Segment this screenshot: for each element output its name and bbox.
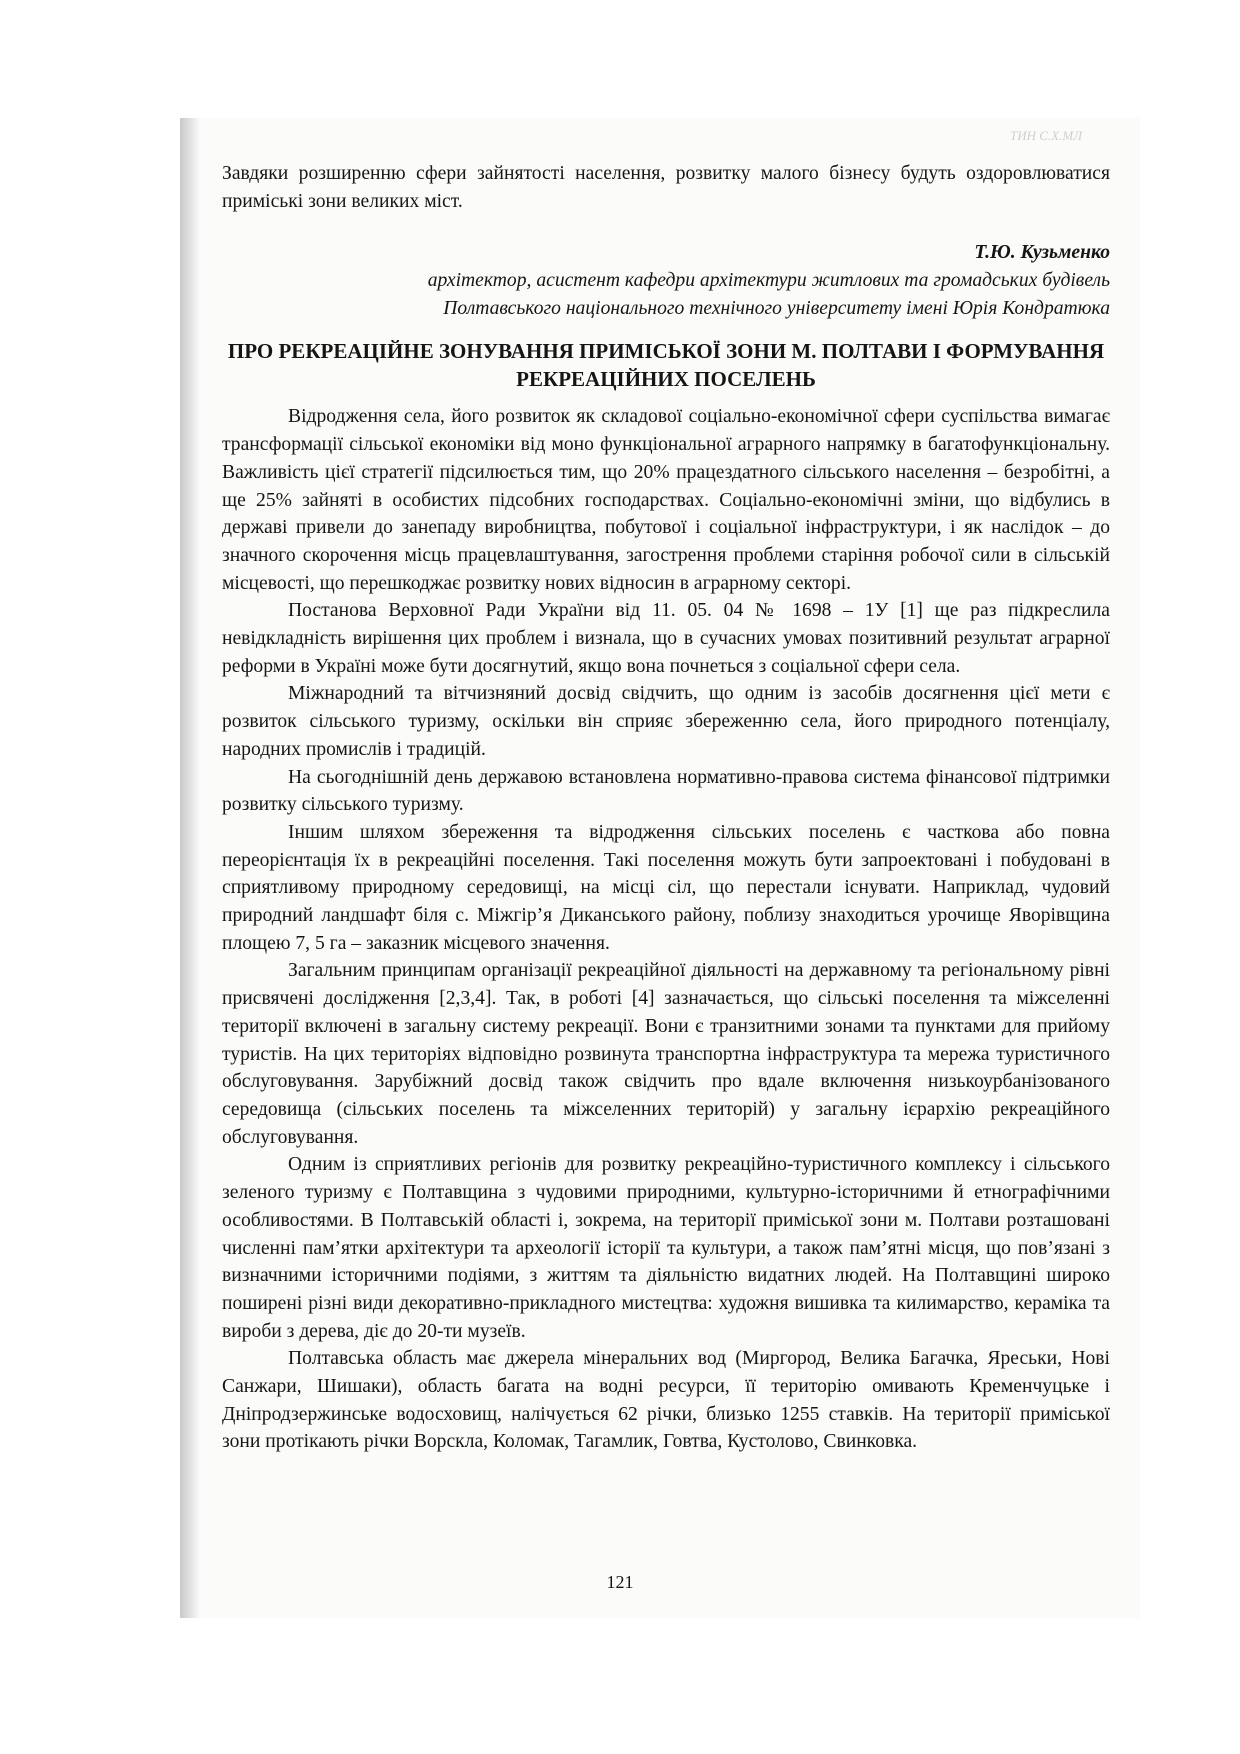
page-number: 121 bbox=[606, 1572, 634, 1592]
intro-paragraph: Завдяки розширенню сфери зайнятості населення, розвитку малого бізнесу будуть оздоровлюватися приміські зони великих міст. bbox=[222, 163, 1110, 212]
author-university: Полтавського національного технічного університету імені Юрія Кондратюка bbox=[443, 298, 1110, 320]
body-paragraph: На сьогоднішній день державою встановлена нормативно-правова система фінансової підтримки розвитку сільського туризму. bbox=[222, 766, 1110, 816]
body-paragraph: Загальним принципам організації рекреаційної діяльності на державному та регіональному рівні присвячені дослідження [2,3,4]. Так, в роботі [4] зазначається, що сільські поселення та міжселенні території включені в загальну систему рекреації. Вони є транзитними зонами та пунктами для прийому туристів. На цих територіях відповідно розвинута транспортна інфраструктура та мережа туристичного обслуговування. Зарубіжний досвід також свідчить про вдале включення низькоурбанізованого середовища (сільських поселень та міжселенних територій) у загальну ієрархію рекреаційного обслуговування. bbox=[222, 960, 1110, 1148]
body-paragraph: Одним із сприятливих регіонів для розвитку рекреаційно-туристичного комплексу і сільського зеленого туризму є Полтавщина з чудовими природними, культурно-історичними й етнографічними особливостями. В Полтавській області і, зокрема, на території приміської зони м. Полтави розташовані численні пам’ятки архітектури та археології історії та культури, а також пам’ятні місця, що пов’язані з визначними історичними подіями, з життям та діяльністю видатних людей. На Полтавщині широко поширені різні види декоративно-прикладного мистецтва: художня вишивка та килимарство, кераміка та вироби з дерева, діє до 20-ти музеїв. bbox=[222, 1154, 1110, 1342]
author-block bbox=[222, 239, 1110, 323]
author-name: Т.Ю. Кузьменко bbox=[974, 242, 1110, 264]
author-position: архітектор, асистент кафедри архітектури житлових та громадських будівель bbox=[427, 270, 1110, 292]
body-paragraph: Відродження села, його розвиток як складової соціально-економічної сфери суспільства вимагає трансформації сільської економіки від моно функціональної аграрного напрямку в багатофункціональну. Важливість цієї стратегії підсилюється тим, що 20% працездатного сільського населення – безробітні, а ще 25% зайняті в особистих підсобних господарствах. Соціально-економічні зміни, що відбулись в державі привели до занепаду виробництва, побутової і соціальної інфраструктури, і як наслідок – до значного скорочення місць працевлаштування, загострення проблеми старіння робочої сили в сільській місцевості, що перешкоджає розвитку нових відносин в аграрному секторі. bbox=[222, 406, 1110, 594]
body-paragraph: Іншим шляхом збереження та відродження сільських поселень є часткова або повна переорієнтація їх в рекреаційні поселення. Такі поселення можуть бути запроектовані і побудовані в сприятливому природному середовищі, на місці сіл, що перестали існувати. Наприклад, чудовий природний ландшафт біля с. Міжгір’я Диканського району, поблизу знаходиться урочище Яворівщина площею 7, 5 га – заказник місцевого значення. bbox=[222, 821, 1110, 954]
body-paragraph: Постанова Верховної Ради України від 11. 05. 04 № 1698 – 1У [1] ще раз підкреслила невідкладність вирішення цих проблем і визнала, що в сучасних умовах позитивний результат аграрної реформи в Україні може бути досягнутий, якщо вона почнеться з соціальної сфери села. bbox=[222, 600, 1110, 677]
scan-edge-shadow bbox=[180, 118, 202, 1618]
body-paragraph: Полтавська область має джерела мінеральних вод (Миргород, Велика Багачка, Яреськи, Нові Санжари, Шишаки), область багата на водні ресурси, її територію омивають Кременчуцьке і Дніпродзержинське водосховищ, налічується 62 річки, близько 1255 ставків. На території приміської зони протікають річки Ворскла, Коломак, Тагамлик, Говтва, Кустолово, Свинковка. bbox=[222, 1348, 1110, 1453]
page-content bbox=[222, 160, 1110, 1456]
corner-handwritten-mark: ТИН С.Х.МЛ bbox=[1010, 128, 1083, 143]
article-title: ПРО РЕКРЕАЦІЙНЕ ЗОНУВАННЯ ПРИМІСЬКОЇ ЗОНИ М. ПОЛТАВИ І ФОРМУВАННЯ РЕКРЕАЦІЙНИХ ПОСЕЛЕНЬ bbox=[227, 339, 1105, 392]
body-paragraph: Міжнародний та вітчизняний досвід свідчить, що одним із засобів досягнення цієї мети є розвиток сільського туризму, оскільки він сприяє збереженню села, його природного потенціалу, народних промислів і традицій. bbox=[222, 683, 1110, 760]
